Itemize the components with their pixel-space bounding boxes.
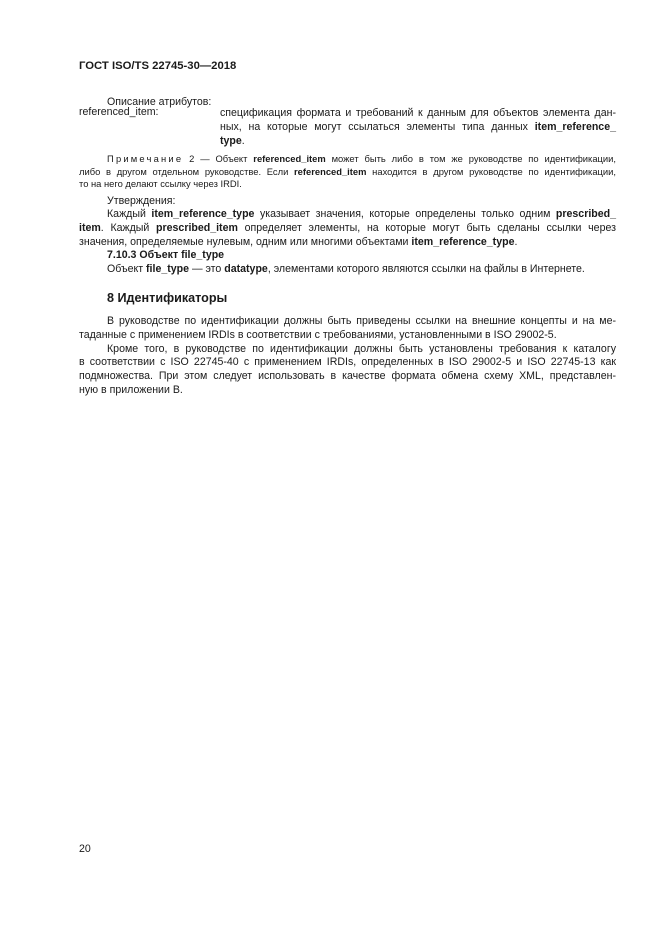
section-8-p2-line-4: ную в приложении В. <box>79 384 183 396</box>
page-number: 20 <box>79 843 91 855</box>
note-line-3: то на него делают ссылку через IRDI. <box>79 178 242 189</box>
attribute-def-line-3: type. <box>220 135 245 147</box>
section-8-p1-line-1: В руководстве по идентификации должны быть приведены ссылки на внешние концепты и на ме- <box>107 315 616 327</box>
attribute-def-line-2: ных, на которые могут ссылаться элементы типа данных item_reference_ <box>220 121 616 133</box>
subsection-title: 7.10.3 Объект file_type <box>107 249 225 261</box>
subsection-line-1: Объект file_type — это datatype, элементами которого являются ссылки на файлы в Интернете. <box>107 263 585 275</box>
section-8-p2-line-2: в соответствии с ISO 22745-40 с применением IRDIs, определенных в ISO 29002-5 и ISO 22745-13 как <box>79 356 616 368</box>
document-header: ГОСТ ISO/TS 22745-30—2018 <box>79 60 237 72</box>
attribute-term: referenced_item: <box>79 106 159 118</box>
attributes-heading: Описание атрибутов: <box>107 96 212 108</box>
section-8-p2-line-1: Кроме того, в руководстве по идентификации должны быть установлены требования к каталогу <box>107 343 616 355</box>
assertions-line-1: Каждый item_reference_type указывает значения, которые определены только одним prescribed_ <box>107 208 616 220</box>
attribute-def-line-1: спецификация формата и требований к данным для объектов элемента дан- <box>220 107 616 119</box>
note-line-1: Примечание 2 — Объект referenced_item может быть либо в том же руководстве по идентификации, <box>107 153 617 164</box>
section-8-p2-line-3: подмножества. При этом следует использовать в качестве формата обмена схему XML, представлен- <box>79 370 616 382</box>
section-8-title: 8 Идентификаторы <box>107 291 228 305</box>
assertions-line-3: значения, определяемые нулевым, одним или многими объектами item_reference_type. <box>79 236 518 248</box>
assertions-heading: Утверждения: <box>107 195 176 207</box>
assertions-line-2: item. Каждый prescribed_item определяет элементы, на которые могут быть сделаны ссылки через <box>79 222 616 234</box>
note-line-2: либо в другом отдельном руководстве. Если referenced_item находится в другом руководстве по идентификации, <box>79 166 616 177</box>
section-8-p1-line-2: таданные с применением IRDIs в соответствии с требованиями, установленными в ISO 29002-5. <box>79 329 557 341</box>
